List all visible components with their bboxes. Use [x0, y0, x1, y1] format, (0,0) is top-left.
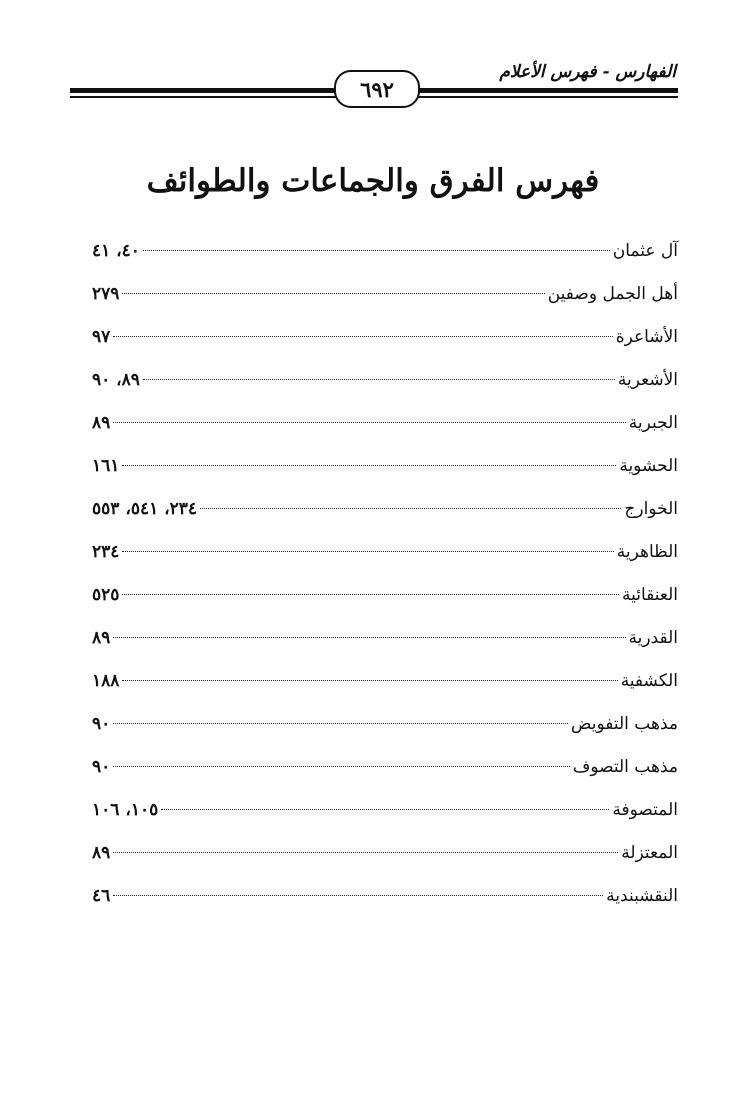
entry-pages: ٥٢٥: [92, 585, 120, 605]
index-entry: [92, 752, 678, 795]
index-entry: [92, 838, 678, 881]
dot-leader: [113, 422, 626, 423]
entry-term: آل عثمان: [612, 241, 678, 261]
entry-term: النقشبندية: [606, 886, 678, 906]
dot-leader: [122, 551, 613, 552]
dot-leader: [200, 508, 621, 509]
entry-term: المتصوفة: [612, 800, 678, 820]
dot-leader: [161, 809, 609, 810]
entry-term: القدرية: [628, 628, 678, 648]
dot-leader: [113, 766, 569, 767]
entry-pages: ٩٧: [92, 327, 111, 347]
dot-leader: [143, 250, 610, 251]
dot-leader: [113, 637, 625, 638]
entry-pages: ٢٧٩: [92, 284, 120, 304]
entry-pages: ١٨٨: [92, 671, 120, 691]
index-entry: [92, 322, 678, 365]
index-entry: [92, 795, 678, 838]
dot-leader: [122, 594, 619, 595]
running-head: الفهارس - فهرس الأعلام: [499, 62, 676, 82]
index-entry: [92, 494, 678, 537]
page-number: [334, 70, 420, 108]
entry-pages: ٨٩: [92, 843, 111, 863]
index-entry: [92, 709, 678, 752]
index-entry: [92, 451, 678, 494]
entry-term: الظاهرية: [616, 542, 678, 562]
entry-pages: ٨٩، ٩٠: [92, 370, 140, 390]
entry-pages: ٩٠: [92, 714, 111, 734]
index-entry: [92, 666, 678, 709]
page-number-text: ٦٩٢: [360, 76, 394, 102]
entry-term: العنقائية: [622, 585, 678, 605]
entry-pages: ٨٩: [92, 628, 111, 648]
dot-leader: [113, 852, 618, 853]
entry-term: المعتزلة: [621, 843, 678, 863]
dot-leader: [122, 465, 616, 466]
dot-leader: [143, 379, 615, 380]
index-entry: [92, 279, 678, 322]
index-entry: [92, 408, 678, 451]
index-entry: [92, 881, 678, 924]
entry-term: الأشاعرة: [615, 327, 678, 347]
entry-term: الكشفية: [620, 671, 678, 691]
entry-pages: ٢٣٤: [92, 542, 120, 562]
index-list: [92, 236, 678, 924]
entry-term: مذهب التصوف: [572, 757, 678, 777]
entry-term: الجبرية: [628, 413, 678, 433]
dot-leader: [113, 895, 603, 896]
index-entry: [92, 580, 678, 623]
entry-pages: ٤٠، ٤١: [92, 241, 140, 261]
dot-leader: [122, 293, 544, 294]
page-title: فهرس الفرق والجماعات والطوائف: [146, 162, 600, 199]
entry-pages: ٨٩: [92, 413, 111, 433]
entry-pages: ٤٦: [92, 886, 111, 906]
index-entry: [92, 623, 678, 666]
index-entry: [92, 537, 678, 580]
entry-term: الأشعرية: [617, 370, 678, 390]
entry-term: أهل الجمل وصفين: [547, 284, 678, 304]
entry-pages: ١٠٥، ١٠٦: [92, 800, 159, 820]
entry-term: مذهب التفويض: [570, 714, 678, 734]
dot-leader: [122, 680, 617, 681]
entry-pages: ٢٣٤، ٥٤١، ٥٥٣: [92, 499, 198, 519]
entry-pages: ١٦١: [92, 456, 120, 476]
entry-term: الحشوية: [619, 456, 678, 476]
dot-leader: [113, 336, 612, 337]
index-entry: [92, 365, 678, 408]
entry-term: الخوارج: [624, 499, 678, 519]
entry-pages: ٩٠: [92, 757, 111, 777]
dot-leader: [113, 723, 568, 724]
index-entry: [92, 236, 678, 279]
